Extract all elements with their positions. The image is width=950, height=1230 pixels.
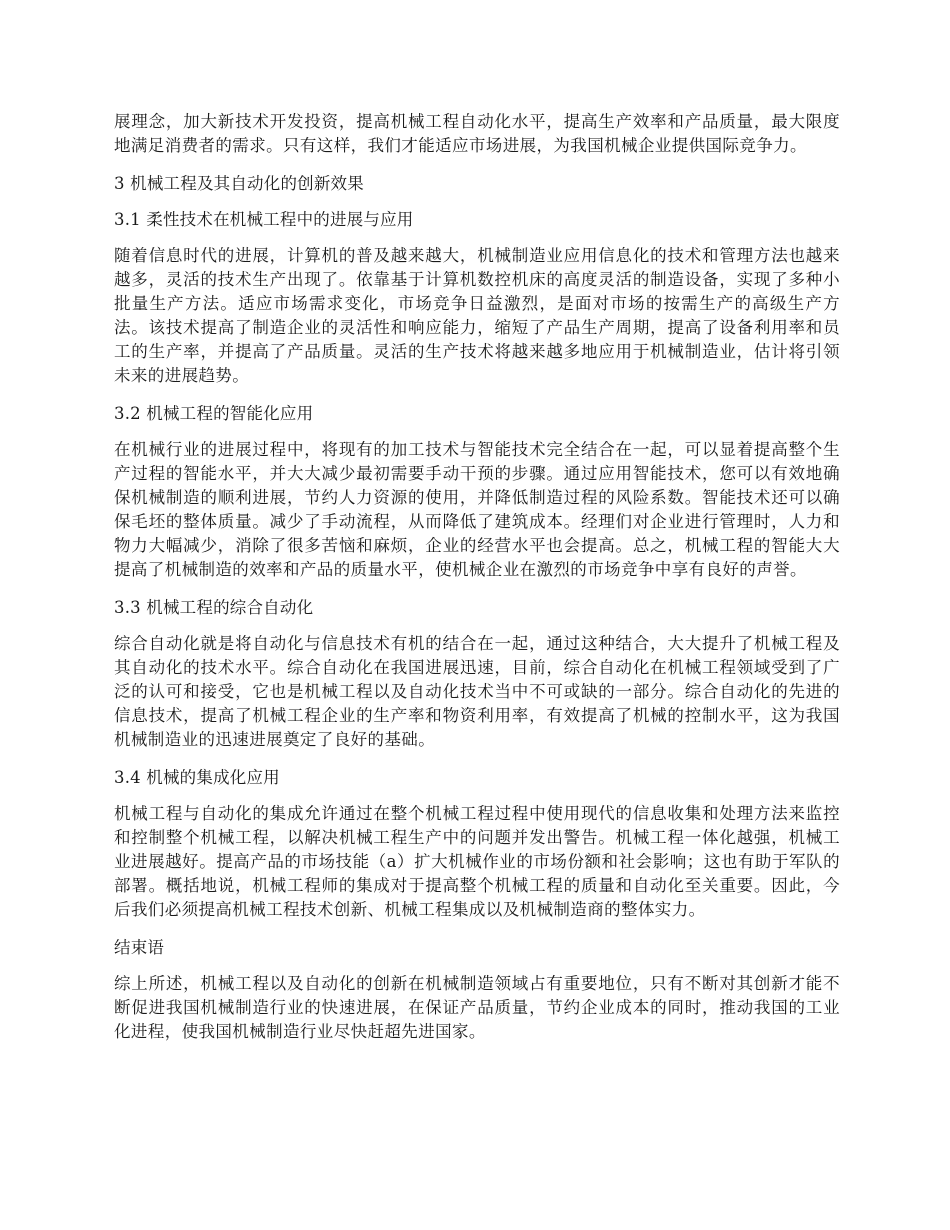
paragraph-integrated-automation: 综合自动化就是将自动化与信息技术有机的结合在一起，通过这种结合，大大提升了机械工程及其自动化的技术水平。综合自动化在我国进展迅速，目前，综合自动化在机械工程领域受到了广泛的认可和接受，它也是机械工程以及自动化技术当中不可或缺的一部分。综合自动化的先进的信息技术，提高了机械工程企业的生产率和物资利用率，有效提高了机械的控制水平，这为我国机械制造业的迅速进展奠定了良好的基础。 — [114, 634, 840, 749]
subsection-heading-3-2: 3.2 机械工程的智能化应用 — [114, 404, 314, 423]
paragraph-conclusion: 综上所述，机械工程以及自动化的创新在机械制造领域占有重要地位，只有不断对其创新才能不断促进我国机械制造行业的快速进展，在保证产品质量，节约企业成本的同时，推动我国的工业化进程，使我国机械制造行业尽快赶超先进国家。 — [114, 974, 840, 1041]
subsection-heading-3-1: 3.1 柔性技术在机械工程中的进展与应用 — [114, 210, 414, 229]
subsection-heading-3-4: 3.4 机械的集成化应用 — [114, 768, 280, 787]
subsection-heading-3-3: 3.3 机械工程的综合自动化 — [114, 598, 314, 617]
document-page — [114, 110, 840, 1058]
paragraph-intro-continuation: 展理念，加大新技术开发投资，提高机械工程自动化水平，提高生产效率和产品质量，最大限度地满足消费者的需求。只有这样，我们才能适应市场进展，为我国机械企业提供国际竞争力。 — [114, 112, 840, 155]
paragraph-integration-application: 机械工程与自动化的集成允许通过在整个机械工程过程中使用现代的信息收集和处理方法来监控和控制整个机械工程，以解决机械工程生产中的问题并发出警告。机械工程一体化越强，机械工业进展越好。提高产品的市场技能（a）扩大机械作业的市场份额和社会影响；这也有助于军队的部署。概括地说，机械工程师的集成对于提高整个机械工程的质量和自动化至关重要。因此，今后我们必须提高机械工程技术创新、机械工程集成以及机械制造商的整体实力。 — [114, 804, 840, 919]
paragraph-flexible-technology: 随着信息时代的进展，计算机的普及越来越大，机械制造业应用信息化的技术和管理方法也越来越多，灵活的技术生产出现了。依靠基于计算机数控机床的高度灵活的制造设备，实现了多种小批量生产方法。适应市场需求变化，市场竞争日益激烈，是面对市场的按需生产的高级生产方法。该技术提高了制造企业的灵活性和响应能力，缩短了产品生产周期，提高了设备利用率和员工的生产率，并提高了产品质量。灵活的生产技术将越来越多地应用于机械制造业，估计将引领未来的进展趋势。 — [114, 246, 840, 385]
paragraph-intelligent-application: 在机械行业的进展过程中，将现有的加工技术与智能技术完全结合在一起，可以显着提高整个生产过程的智能水平，并大大减少最初需要手动干预的步骤。通过应用智能技术，您可以有效地确保机械制造的顺利进展，节约人力资源的使用，并降低制造过程的风险系数。智能技术还可以确保毛坯的整体质量。减少了手动流程，从而降低了建筑成本。经理们对企业进行管理时，人力和物力大幅减少，消除了很多苦恼和麻烦，企业的经营水平也会提高。总之，机械工程的智能大大提高了机械制造的效率和产品的质量水平，使机械企业在激烈的市场竞争中享有良好的声誉。 — [114, 440, 840, 579]
conclusion-heading: 结束语 — [114, 938, 165, 957]
section-heading-3: 3 机械工程及其自动化的创新效果 — [114, 174, 364, 193]
